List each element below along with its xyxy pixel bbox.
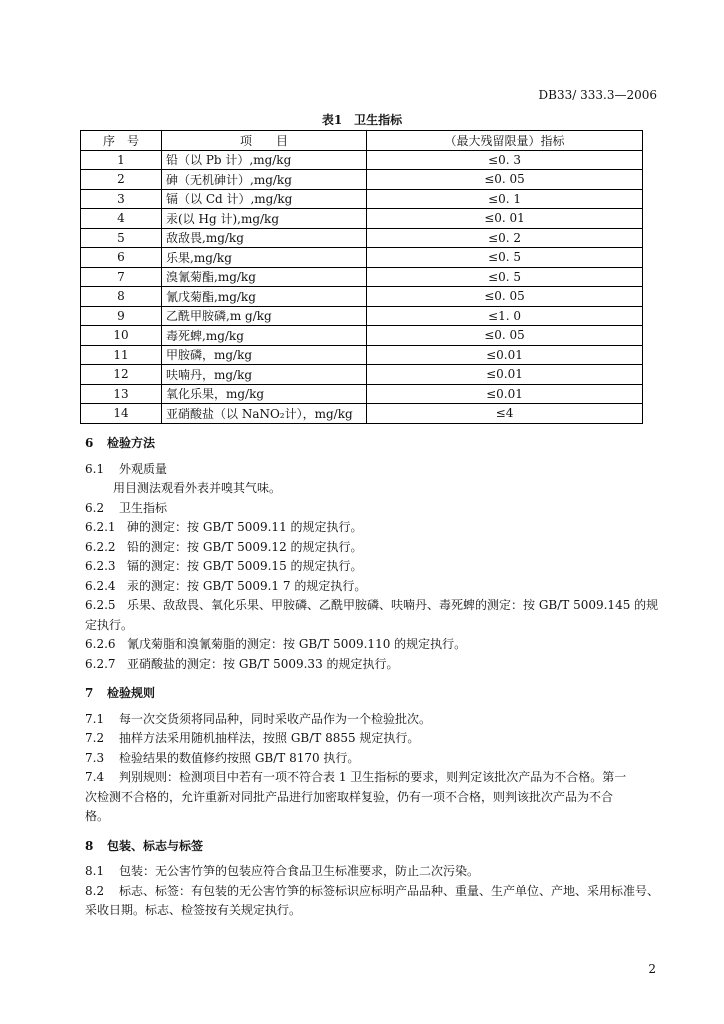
table-cell: ≤0.01 <box>367 365 643 385</box>
table-cell: 11 <box>81 345 162 365</box>
table-row <box>81 150 643 170</box>
clause-number: 6.2.6 <box>85 637 116 651</box>
table-row <box>81 384 643 404</box>
clause-line <box>85 862 665 882</box>
clause-number: 8 <box>85 838 94 853</box>
table-cell: 4 <box>81 209 162 229</box>
table-cell: ≤0.01 <box>367 345 643 365</box>
clause-line <box>85 596 665 616</box>
table-cell: 甲胺磷，mg/kg <box>162 345 367 365</box>
table-row <box>81 189 643 209</box>
clause-number: 6.1 <box>85 461 105 476</box>
table-cell: 敌敌畏,mg/kg <box>162 228 367 248</box>
clause-text: 检验结果的数值修约按照 GB/T 8170 执行。 <box>119 750 360 765</box>
table-cell: ≤0. 05 <box>367 287 643 307</box>
table-row <box>81 345 643 365</box>
clause-text: 次检测不合格的，允许重新对同批产品进行加密取样复验，仍有一项不合格，则判该批次产品为不合 <box>85 789 614 804</box>
table-row <box>81 365 643 385</box>
clause-line <box>85 538 665 558</box>
clause-number: 6.2.5 <box>85 598 116 612</box>
table-cell: 13 <box>81 384 162 404</box>
table-cell: ≤0. 05 <box>367 170 643 190</box>
table-cell: 呋喃丹，mg/kg <box>162 365 367 385</box>
clause-text: 汞的测定：按 GB/T 5009.1 7 的规定执行。 <box>127 578 367 593</box>
table-row <box>81 209 643 229</box>
table-row <box>81 248 643 268</box>
table-cell: 9 <box>81 306 162 326</box>
document-code: DB33/ 333.3—2006 <box>538 88 657 102</box>
clause-number: 8.1 <box>85 864 105 878</box>
clause-line <box>85 479 665 499</box>
clause-number: 6 <box>85 436 94 450</box>
clause-text: 检验方法 <box>107 436 156 450</box>
table-cell: ≤0. 5 <box>367 248 643 268</box>
table-cell: 氧化乐果，mg/kg <box>162 384 367 404</box>
table-row <box>81 228 643 248</box>
table-row <box>81 326 643 346</box>
table-cell: 3 <box>81 189 162 209</box>
clause-text: 砷的测定：按 GB/T 5009.11 的规定执行。 <box>127 520 363 534</box>
clause-line <box>85 635 665 655</box>
clause-number: 8.2 <box>85 883 105 898</box>
clause-text: 用目测法观看外表并嗅其气味。 <box>113 481 282 495</box>
table-cell: ≤0. 3 <box>367 150 643 170</box>
table-header-cell: 项 目 <box>162 131 367 151</box>
section-heading <box>85 684 665 704</box>
table-header-cell: （最大残留限量）指标 <box>367 131 643 151</box>
clause-line <box>85 768 665 788</box>
table-cell: ≤4 <box>367 404 643 424</box>
clause-number: 6.2.7 <box>85 656 116 671</box>
clause-text: 每一次交货须将同品种，同时采收产品作为一个检验批次。 <box>119 711 432 726</box>
table-header-cell: 序 号 <box>81 131 162 151</box>
table-cell: 8 <box>81 287 162 307</box>
table-cell: 亚硝酸盐（以 NaNO₂计），mg/kg <box>162 404 367 424</box>
table-row <box>81 267 643 287</box>
table-cell: ≤0.01 <box>367 384 643 404</box>
clause-number: 6.2.2 <box>85 539 116 554</box>
clause-number: 7.4 <box>85 770 105 784</box>
clause-line <box>85 788 665 808</box>
clause-text: 包装：无公害竹笋的包装应符合食品卫生标准要求，防止二次污染。 <box>119 864 480 878</box>
table-cell: ≤1. 0 <box>367 306 643 326</box>
clause-line <box>85 901 665 921</box>
table-cell: 砷（无机砷计）,mg/kg <box>162 170 367 190</box>
table-row <box>81 306 643 326</box>
hygiene-indicator-table <box>80 130 643 424</box>
table-row <box>81 170 643 190</box>
clause-number: 7.3 <box>85 750 105 765</box>
section-heading <box>85 837 665 857</box>
table-cell: ≤0. 5 <box>367 267 643 287</box>
table-cell: 溴氰菊酯,mg/kg <box>162 267 367 287</box>
clause-text: 定执行。 <box>85 617 134 632</box>
table-cell: 乐果,mg/kg <box>162 248 367 268</box>
clause-number: 6.2.3 <box>85 559 116 573</box>
clause-line <box>85 577 665 597</box>
table-cell: 氰戊菊酯,mg/kg <box>162 287 367 307</box>
clause-number: 7 <box>85 686 94 700</box>
clause-line <box>85 557 665 577</box>
table-cell: 5 <box>81 228 162 248</box>
clause-line <box>85 710 665 730</box>
clause-text: 氰戊菊脂和溴氰菊脂的测定：按 GB/T 5009.110 的规定执行。 <box>127 637 467 651</box>
table-cell: 14 <box>81 404 162 424</box>
clause-number: 6.2.4 <box>85 578 116 593</box>
table-row <box>81 287 643 307</box>
clause-text: 铅的测定：按 GB/T 5009.12 的规定执行。 <box>127 539 363 554</box>
clause-number: 6.2 <box>85 500 105 515</box>
table-cell: 乙酰甲胺磷,m g/kg <box>162 306 367 326</box>
table-cell: ≤0. 2 <box>367 228 643 248</box>
clause-text: 判别规则：检测项目中若有一项不符合表 1 卫生指标的要求，则判定该批次产品为不合格。第一 <box>119 770 627 784</box>
clause-number: 6.2.1 <box>85 520 116 534</box>
clause-line <box>85 749 665 769</box>
body-text <box>85 434 665 921</box>
table-cell: 10 <box>81 326 162 346</box>
clause-line <box>85 807 665 827</box>
table-cell: 6 <box>81 248 162 268</box>
table-cell: 汞(以 Hg 计),mg/kg <box>162 209 367 229</box>
table-cell: 1 <box>81 150 162 170</box>
table-cell: ≤0. 1 <box>367 189 643 209</box>
table-cell: 铅（以 Pb 计）,mg/kg <box>162 150 367 170</box>
page-number: 2 <box>648 962 656 976</box>
table-cell: 2 <box>81 170 162 190</box>
table-cell: 镉（以 Cd 计）,mg/kg <box>162 189 367 209</box>
clause-text: 采收日期。标志、检签按有关规定执行。 <box>85 903 302 917</box>
clause-line <box>85 616 665 636</box>
clause-text: 抽样方法采用随机抽样法，按照 GB/T 8855 规定执行。 <box>119 731 420 745</box>
section-heading <box>85 434 665 454</box>
clause-text: 标志、标签：有包装的无公害竹笋的标签标识应标明产品品种、重量、生产单位、产地、采用标准号、 <box>119 883 660 898</box>
table-cell: ≤0. 05 <box>367 326 643 346</box>
clause-text: 包装、标志与标签 <box>107 838 204 853</box>
clause-text: 亚硝酸盐的测定：按 GB/T 5009.33 的规定执行。 <box>127 656 399 671</box>
table-row <box>81 404 643 424</box>
clause-line <box>85 882 665 902</box>
clause-number: 7.2 <box>85 731 105 745</box>
clause-number: 7.1 <box>85 711 105 726</box>
table-cell: ≤0. 01 <box>367 209 643 229</box>
table-title: 表1 卫生指标 <box>321 113 403 127</box>
clause-line <box>85 460 665 480</box>
clause-line <box>85 518 665 538</box>
clause-text: 镉的测定：按 GB/T 5009.15 的规定执行。 <box>127 559 363 573</box>
clause-text: 卫生指标 <box>119 500 168 515</box>
clause-text: 外观质量 <box>119 461 168 476</box>
table-header-row <box>81 131 643 151</box>
clause-text: 格。 <box>85 809 110 823</box>
clause-text: 乐果、敌敌畏、氧化乐果、甲胺磷、乙酰甲胺磷、呋喃丹、毒死蜱的测定：按 GB/T 5009.145 的规 <box>127 598 659 612</box>
clause-line <box>85 729 665 749</box>
clause-text: 检验规则 <box>107 686 156 700</box>
clause-line <box>85 655 665 675</box>
table-cell: 7 <box>81 267 162 287</box>
table-cell: 毒死蜱,mg/kg <box>162 326 367 346</box>
table-cell: 12 <box>81 365 162 385</box>
clause-line <box>85 499 665 519</box>
